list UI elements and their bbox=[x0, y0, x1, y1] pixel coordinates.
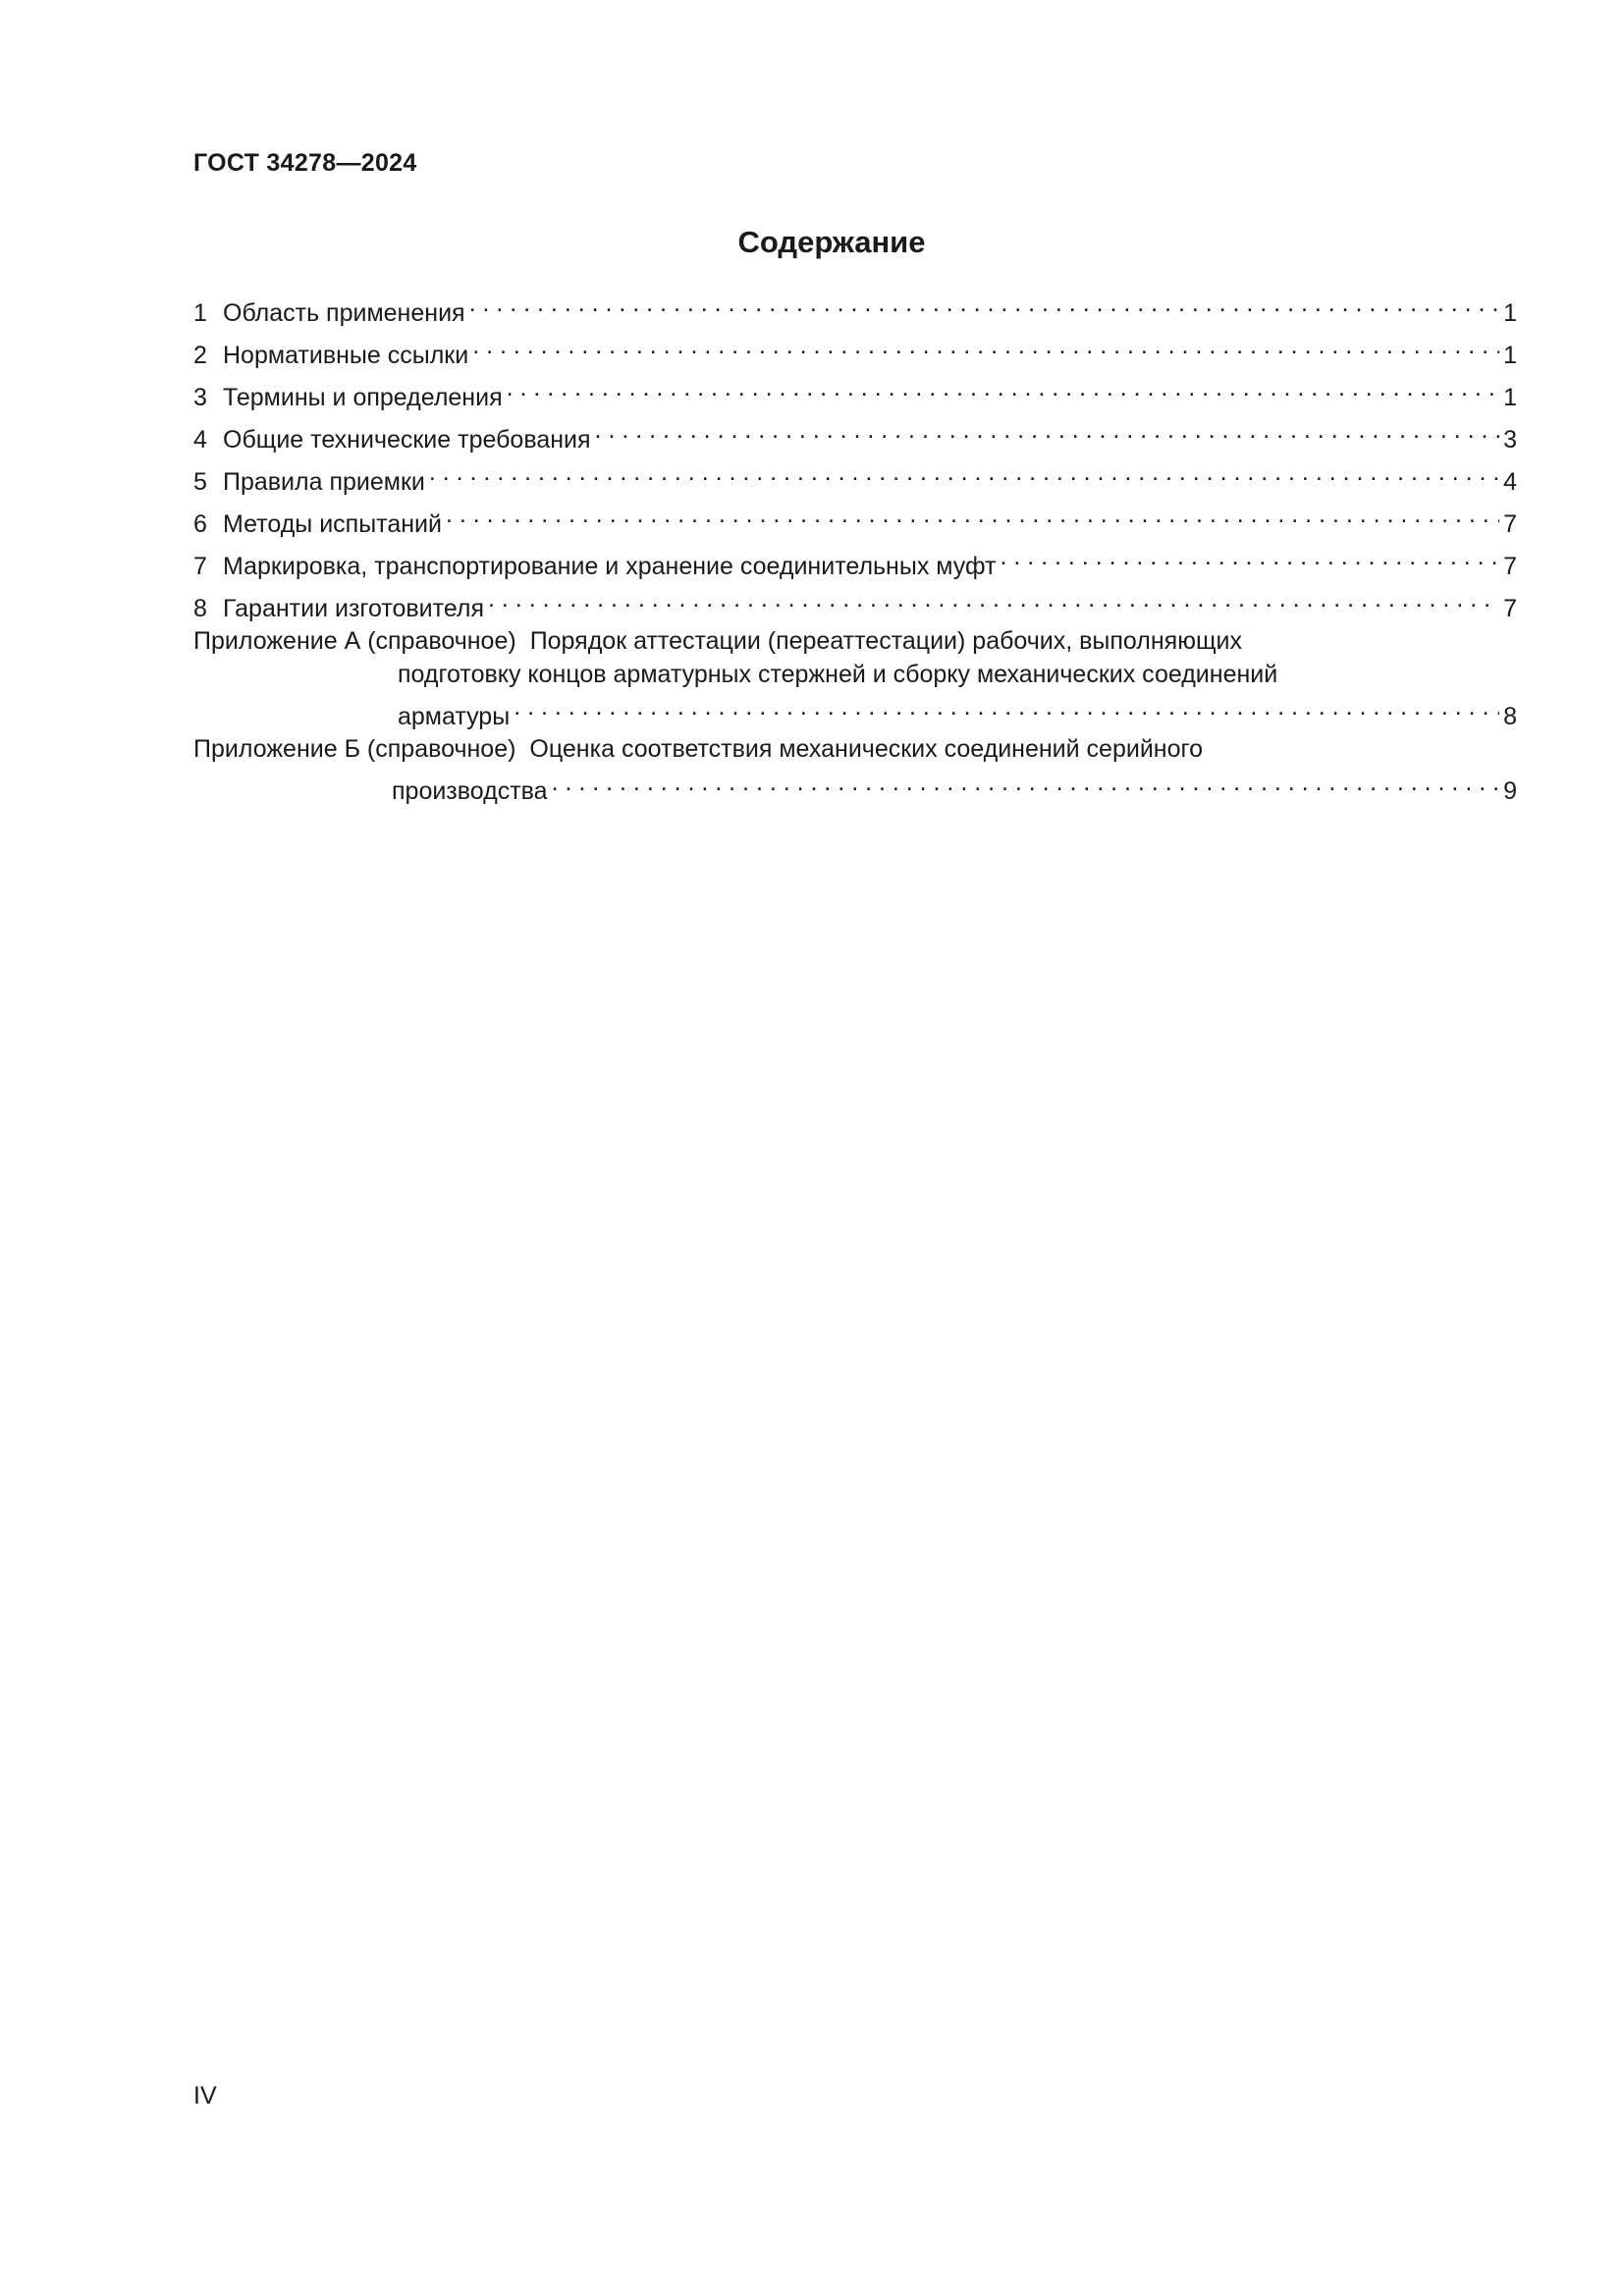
toc-appendix-a[interactable] bbox=[193, 625, 1517, 733]
toc-item-number: 8 bbox=[193, 594, 207, 622]
appendix-label: Приложение А (справочное) bbox=[193, 627, 516, 655]
appendix-title-line: Порядок аттестации (переаттестации) рабочих, выполняющих bbox=[529, 627, 1243, 655]
dot-leader bbox=[429, 456, 1499, 490]
appendix-label: Приложение Б (справочное) bbox=[193, 735, 516, 763]
toc-item-title: Термины и определения bbox=[223, 383, 503, 411]
toc-title: Содержание bbox=[737, 225, 926, 259]
toc-item[interactable] bbox=[193, 541, 1517, 583]
toc-item-number: 2 bbox=[193, 341, 207, 369]
appendix-title-line: арматуры bbox=[398, 702, 511, 730]
toc-item-title: Гарантии изготовителя bbox=[223, 594, 485, 622]
toc-item-page: 7 bbox=[1503, 552, 1517, 580]
toc-item-title: Область применения bbox=[223, 298, 465, 327]
toc-item-title: Методы испытаний bbox=[223, 509, 442, 538]
toc-item[interactable] bbox=[193, 414, 1517, 456]
dot-leader bbox=[446, 499, 1499, 532]
toc-item-page: 7 bbox=[1503, 509, 1517, 538]
toc-item-number: 1 bbox=[193, 298, 207, 327]
toc-item-title: Нормативные ссылки bbox=[223, 341, 469, 369]
toc-item-page: 7 bbox=[1503, 594, 1517, 622]
toc-appendix-b[interactable] bbox=[193, 733, 1517, 809]
dot-leader bbox=[472, 330, 1499, 363]
toc-item[interactable] bbox=[193, 456, 1517, 499]
appendix-last-line bbox=[193, 767, 1517, 809]
page-number: IV bbox=[193, 2082, 217, 2109]
appendix-last-line bbox=[193, 691, 1517, 733]
table-of-contents bbox=[193, 288, 1517, 809]
toc-item-page: 1 bbox=[1503, 298, 1517, 327]
dot-leader bbox=[514, 691, 1499, 724]
appendix-title-line: Оценка соответствия механических соединений серийного bbox=[529, 735, 1203, 763]
toc-item-number: 7 bbox=[193, 552, 207, 580]
toc-item-page: 3 bbox=[1503, 425, 1517, 454]
toc-item-page: 4 bbox=[1503, 467, 1517, 496]
toc-item[interactable] bbox=[193, 372, 1517, 414]
toc-item-page: 1 bbox=[1503, 341, 1517, 369]
toc-item-number: 6 bbox=[193, 509, 207, 538]
toc-item-title: Маркировка, транспортирование и хранение соединительных муфт bbox=[223, 552, 997, 580]
dot-leader bbox=[1000, 541, 1499, 574]
dot-leader bbox=[488, 583, 1499, 616]
toc-item-page: 1 bbox=[1503, 383, 1517, 411]
toc-item-title: Общие технические требования bbox=[223, 425, 591, 454]
appendix-title-line: производства bbox=[392, 777, 548, 805]
toc-item-title: Правила приемки bbox=[223, 467, 425, 496]
dot-leader bbox=[552, 767, 1500, 800]
toc-item-page: 9 bbox=[1503, 777, 1517, 805]
toc-item[interactable] bbox=[193, 583, 1517, 625]
toc-item[interactable] bbox=[193, 288, 1517, 330]
toc-item-page: 8 bbox=[1503, 702, 1517, 730]
toc-item-number: 4 bbox=[193, 425, 207, 454]
dot-leader bbox=[507, 372, 1499, 405]
document-code: ГОСТ 34278—2024 bbox=[193, 149, 417, 177]
toc-item[interactable] bbox=[193, 330, 1517, 372]
dot-leader bbox=[469, 288, 1500, 321]
toc-item[interactable] bbox=[193, 499, 1517, 541]
toc-item-number: 5 bbox=[193, 467, 207, 496]
toc-item-number: 3 bbox=[193, 383, 207, 411]
appendix-title-line: подготовку концов арматурных стержней и сборку механических соединений bbox=[398, 660, 1278, 688]
dot-leader bbox=[595, 414, 1500, 448]
